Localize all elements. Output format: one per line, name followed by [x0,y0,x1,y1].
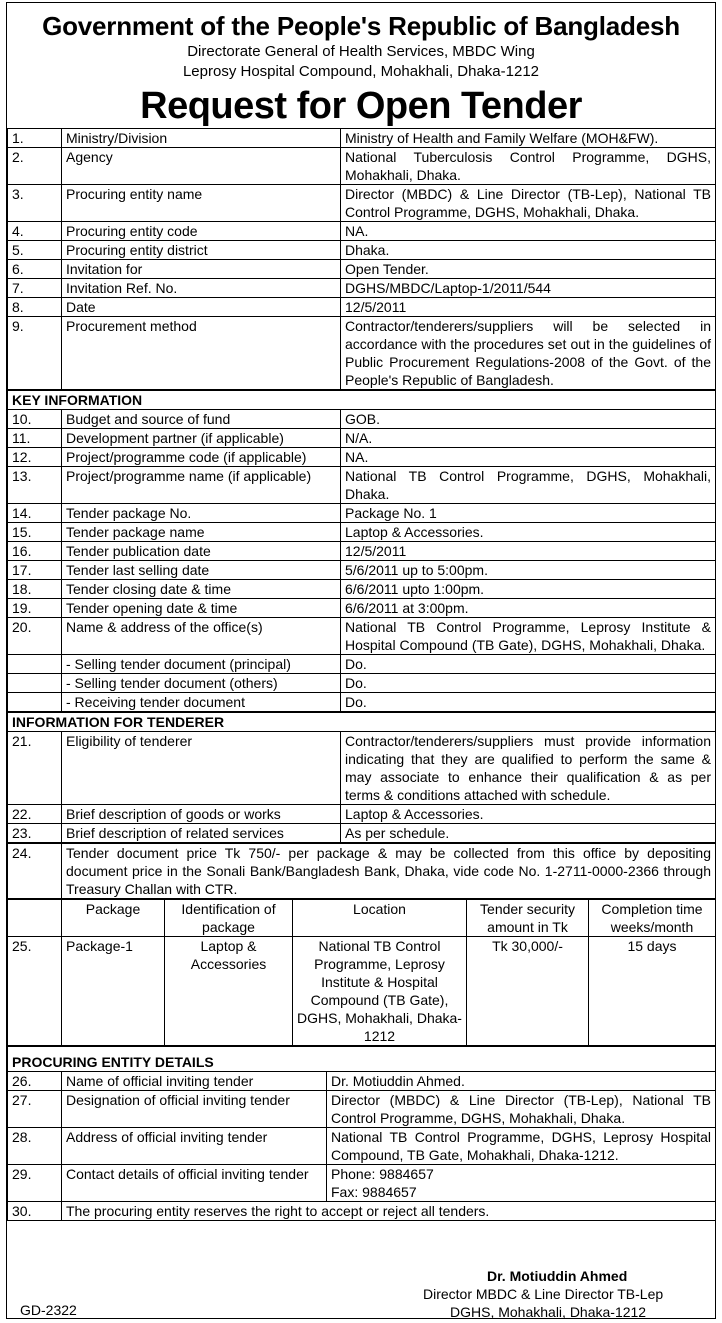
row-value: Laptop & Accessories. [341,805,716,824]
row-label: Tender package name [62,523,341,542]
row-number: 17. [8,561,62,580]
row-label: Designation of official inviting tender [62,1091,327,1128]
address-line: Leprosy Hospital Compound, Mohakhali, Dhaka-1212 [182,63,540,80]
signatory-office: DGHS, Mohakhali, Dhaka-1212 [450,1304,647,1319]
row-number: 29. [8,1165,62,1202]
table-row [8,467,716,504]
row-number [8,655,62,674]
table-row [8,542,716,561]
row-number: 24. [8,844,62,899]
phone-value: Phone: 9884657 [331,1166,434,1182]
page-title: Request for Open Tender [140,85,582,127]
row-label: - Receiving tender document [62,693,341,712]
row-value: Laptop & Accessories. [341,523,716,542]
table-row [8,1202,716,1221]
table-row [8,260,716,279]
row-number: 7. [8,279,62,298]
row-number [8,693,62,712]
table-row [8,732,716,805]
row-label: Tender last selling date [62,561,341,580]
row-number: 30. [8,1202,62,1221]
signatory-designation: Director MBDC & Line Director TB-Lep [423,1286,664,1302]
table-row [8,504,716,523]
row-value: Dr. Motiuddin Ahmed. [327,1072,716,1091]
table-row [8,410,716,429]
package-cell: Package-1 [62,937,165,1046]
identification-column-header: Identification of package [165,900,293,937]
table-row [8,429,716,448]
fax-value: Fax: 9884657 [331,1184,417,1200]
row-label: Eligibility of tenderer [62,732,341,805]
table-row [8,1072,716,1091]
row-number: 1. [8,129,62,148]
row-label: Name of official inviting tender [62,1072,327,1091]
row-value: 6/6/2011 at 3:00pm. [341,599,716,618]
tender-table-price [7,843,716,899]
location-cell: National TB Control Programme, Leprosy Institute & Hospital Compound (TB Gate), DGHS, Mohakhali, Dhaka-1212 [293,937,467,1046]
row-value [327,1165,716,1202]
row-label: Procuring entity code [62,222,341,241]
table-row [8,148,716,185]
row-number: 23. [8,824,62,843]
row-value: National TB Control Programme, DGHS, Leprosy Hospital Compound, TB Gate, Mohakhali, Dhaka-1212. [327,1128,716,1165]
row-number: 8. [8,298,62,317]
row-text: Tender document price Tk 750/- per package & may be collected from this office by depositing document price in the Sonali Bank/Bangladesh Bank, Dhaka, vide code No. 1-2711-0000-2366 through Treasury Challan with CTR. [62,844,716,899]
table-row [8,824,716,843]
row-number: 15. [8,523,62,542]
row-value: GOB. [341,410,716,429]
row-label: Tender publication date [62,542,341,561]
row-number: 4. [8,222,62,241]
table-row [8,1091,716,1128]
package-table [7,899,716,1046]
row-value: Ministry of Health and Family Welfare (MOH&FW). [341,129,716,148]
row-label: Tender package No. [62,504,341,523]
tender-table-tenderer [7,712,716,843]
row-number: 9. [8,317,62,390]
row-label: Invitation Ref. No. [62,279,341,298]
table-row [8,580,716,599]
row-number: 10. [8,410,62,429]
row-number: 6. [8,260,62,279]
row-number: 18. [8,580,62,599]
row-number: 21. [8,732,62,805]
row-number: 13. [8,467,62,504]
row-label: Procuring entity name [62,185,341,222]
row-number: 11. [8,429,62,448]
identification-cell: Laptop & Accessories [165,937,293,1046]
row-label: Date [62,298,341,317]
table-row [8,298,716,317]
row-value: National TB Control Programme, Leprosy Institute & Hospital Compound (TB Gate), DGHS, Mohakhali, Dhaka. [341,618,716,655]
row-label: Tender closing date & time [62,580,341,599]
row-value: Do. [341,655,716,674]
row-label: Development partner (if applicable) [62,429,341,448]
security-cell: Tk 30,000/- [467,937,589,1046]
row-label: Invitation for [62,260,341,279]
row-value: Contractor/tenderers/suppliers will be selected in accordance with the procedures set out in the guidelines of Public Procurement Regulations-2008 of the Govt. of the People's Republic of Bangladesh. [341,317,716,390]
row-number: 22. [8,805,62,824]
table-row [8,805,716,824]
row-value: N/A. [341,429,716,448]
tender-table-key [7,390,716,712]
section-heading: KEY INFORMATION [8,391,716,410]
row-value: Package No. 1 [341,504,716,523]
row-number: 19. [8,599,62,618]
notice-header [7,11,715,128]
row-label: Name & address of the office(s) [62,618,341,655]
table-row [8,448,716,467]
table-row [8,844,716,899]
table-row [8,317,716,390]
row-label: - Selling tender document (others) [62,674,341,693]
row-number: 2. [8,148,62,185]
row-label: Brief description of goods or works [62,805,341,824]
row-number [8,674,62,693]
row-number: 5. [8,241,62,260]
row-value: Director (MBDC) & Line Director (TB-Lep), National TB Control Programme, DGHS, Mohakhali, Dhaka. [327,1091,716,1128]
table-row [8,241,716,260]
signatory-name: Dr. Motiuddin Ahmed [487,1268,628,1284]
package-header-row [8,900,716,937]
tender-table-entity [7,1046,716,1221]
row-label: Ministry/Division [62,129,341,148]
package-row [8,937,716,1046]
row-value: 6/6/2011 upto 1:00pm. [341,580,716,599]
table-row [8,561,716,580]
table-row [8,1165,716,1202]
row-number: 25. [8,937,62,1046]
row-label: Procuring entity district [62,241,341,260]
completion-cell: 15 days [589,937,716,1046]
row-value: NA. [341,448,716,467]
table-row [8,129,716,148]
gd-reference: GD-2322 [20,1302,77,1318]
security-column-header: Tender security amount in Tk [467,900,589,937]
row-value: As per schedule. [341,824,716,843]
row-number: 27. [8,1091,62,1128]
table-row [8,222,716,241]
completion-column-header: Completion time weeks/month [589,900,716,937]
row-number: 16. [8,542,62,561]
row-label: - Selling tender document (principal) [62,655,341,674]
location-column-header: Location [293,900,467,937]
row-value: 12/5/2011 [341,542,716,561]
table-row [8,655,716,674]
row-label: Address of official inviting tender [62,1128,327,1165]
row-number: 3. [8,185,62,222]
tender-table-general [7,128,716,390]
section-heading: INFORMATION FOR TENDERER [8,713,716,732]
government-title: Government of the People's Republic of Bangladesh [42,11,680,41]
row-value: Director (MBDC) & Line Director (TB-Lep), National TB Control Programme, DGHS, Mohakhali, Dhaka. [341,185,716,222]
table-row [8,523,716,542]
row-label: Procurement method [62,317,341,390]
row-label: Tender opening date & time [62,599,341,618]
table-row [8,674,716,693]
directorate-line: Directorate General of Health Services, MBDC Wing [187,43,535,60]
table-row [8,1128,716,1165]
row-value: NA. [341,222,716,241]
row-label: Brief description of related services [62,824,341,843]
row-label: Budget and source of fund [62,410,341,429]
row-value: National Tuberculosis Control Programme, DGHS, Mohakhali, Dhaka. [341,148,716,185]
tender-notice [6,2,716,1319]
row-text: The procuring entity reserves the right to accept or reject all tenders. [62,1202,716,1221]
row-number: 20. [8,618,62,655]
row-number: 26. [8,1072,62,1091]
row-value: DGHS/MBDC/Laptop-1/2011/544 [341,279,716,298]
row-label: Contact details of official inviting tender [62,1165,327,1202]
row-number: 14. [8,504,62,523]
row-label: Agency [62,148,341,185]
table-row [8,618,716,655]
row-value: 5/6/2011 up to 5:00pm. [341,561,716,580]
row-label: Project/programme name (if applicable) [62,467,341,504]
section-heading: PROCURING ENTITY DETAILS [8,1047,716,1072]
row-value: Do. [341,693,716,712]
row-value: 12/5/2011 [341,298,716,317]
row-value: Contractor/tenderers/suppliers must provide information indicating that they are qualified to perform the same & may associate to enhance their qualification & as per terms & conditions attached with schedule. [341,732,716,805]
row-number: 28. [8,1128,62,1165]
table-row [8,185,716,222]
package-column-header: Package [62,900,165,937]
row-number: 12. [8,448,62,467]
row-value: National TB Control Programme, DGHS, Mohakhali, Dhaka. [341,467,716,504]
row-value: Open Tender. [341,260,716,279]
row-label: Project/programme code (if applicable) [62,448,341,467]
row-value: Dhaka. [341,241,716,260]
table-row [8,599,716,618]
table-row [8,693,716,712]
row-value: Do. [341,674,716,693]
table-row [8,279,716,298]
